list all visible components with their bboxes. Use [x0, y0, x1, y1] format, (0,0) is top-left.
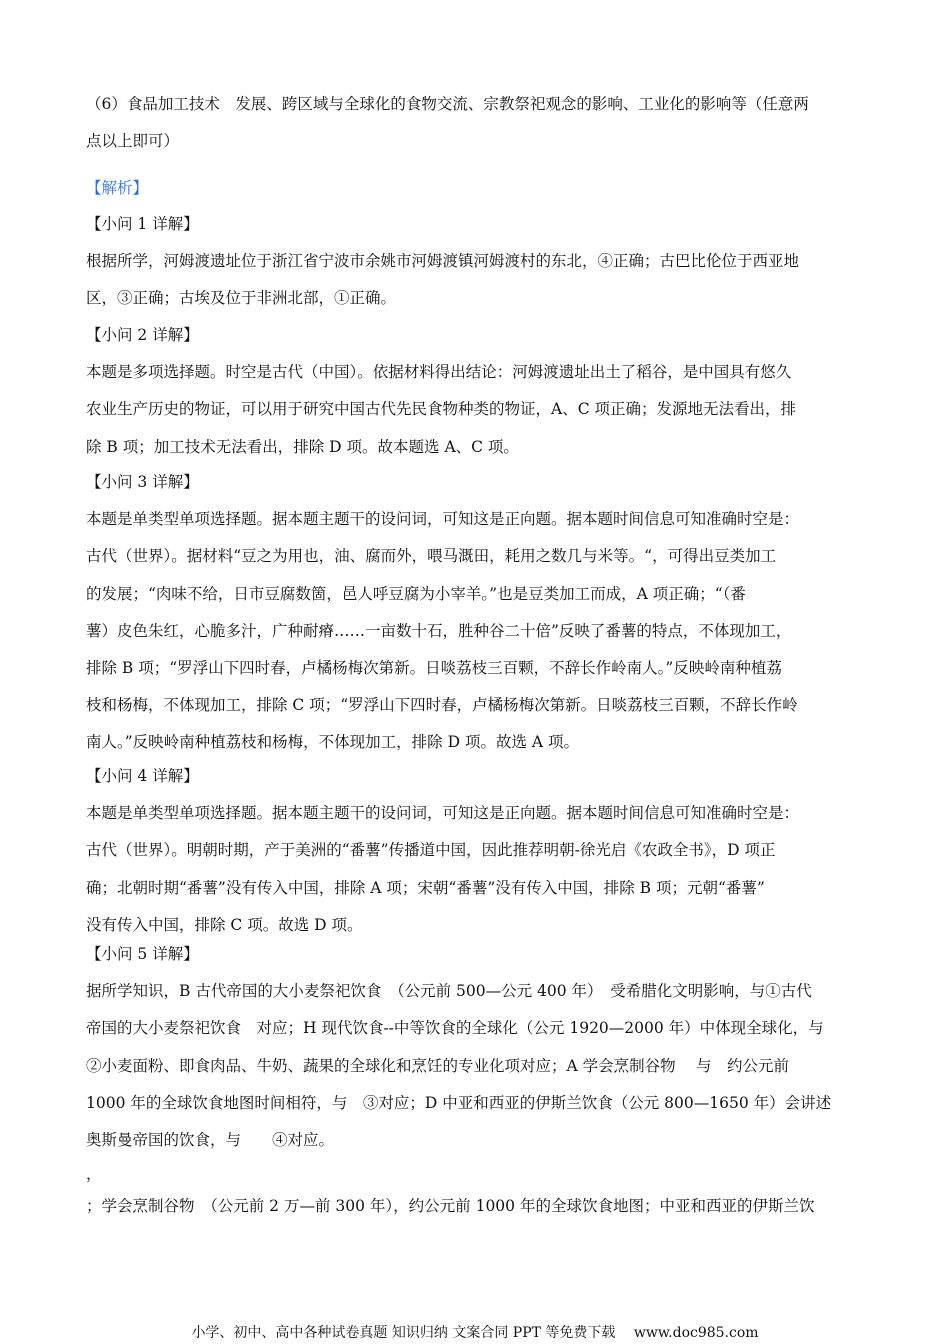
text-line: 薯）皮色朱红，心脆多汁，广种耐瘠……一亩数十石，胜种谷二十倍”反映了番薯的特点，不体现加工，: [86, 621, 792, 640]
page-footer: 小学、初中、高中各种试卷真题 知识归纳 文案合同 PPT 等免费下载 www.doc985.com: [191, 1325, 759, 1341]
text-line: 枝和杨梅，不体现加工，排除 C 项；“罗浮山下四时春，卢橘杨梅次第新。日啖荔枝三百颗，不辞长作岭: [86, 696, 798, 715]
section-q5: [86, 936, 866, 1159]
answer-6-paragraph: [86, 86, 866, 160]
section-heading: 【小问 4 详解】: [86, 767, 199, 785]
text-line: 据所学知识，B 古代帝国的大小麦祭祀饮食 （公元前 500—公元 400 年） 受希腊化文明影响，与①古代: [86, 982, 812, 1001]
text-line: ，: [86, 1165, 102, 1183]
section-heading: 【小问 1 详解】: [86, 215, 199, 233]
section-heading: 【小问 5 详解】: [86, 945, 199, 963]
text-line: ②小麦面粉、即食肉品、牛奶、蔬果的全球化和烹饪的专业化项对应；A 学会烹制谷物 与 约公元前: [86, 1056, 790, 1075]
text-line: 古代（世界）。明朝时期，产于美洲的“番薯”传播道中国，因此推荐明朝-徐光启《农政全书》，D 项正: [86, 841, 776, 860]
text-line: 帝国的大小麦祭祀饮食 对应；H 现代饮食--中等饮食的全球化（公元 1920—2000 年）中体现全球化，与: [86, 1019, 824, 1038]
text-line: 南人。”反映岭南种植荔枝和杨梅，不体现加工，排除 D 项。故选 A 项。: [86, 733, 580, 752]
section-heading: 【小问 3 详解】: [86, 473, 199, 491]
section-heading: 【小问 2 详解】: [86, 326, 199, 344]
text-line: （6）食品加工技术 发展、跨区域与全球化的食物交流、宗教祭祀观念的影响、工业化的影响等（任意两: [86, 95, 809, 113]
text-line: 没有传入中国，排除 C 项。故选 D 项。: [86, 915, 363, 934]
analysis-heading: [86, 170, 866, 207]
text-line: 本题是多项选择题。时空是古代（中国）。依据材料得出结论：河姆渡遗址出土了稻谷，是中国具有悠久: [86, 363, 792, 382]
text-line: 的发展；“肉味不给，日市豆腐数箇，邑人呼豆腐为小宰羊。”也是豆类加工而成，A 项正确；“（番: [86, 584, 746, 603]
section-q4: [86, 758, 866, 944]
section-q1: [86, 206, 866, 318]
section-q3: [86, 464, 866, 762]
analysis-label: 【解析】: [86, 179, 149, 197]
text-line: 本题是单类型单项选择题。据本题主题干的设问词，可知这是正向题。据本题时间信息可知准确时空是：: [86, 804, 800, 823]
text-line: 点以上即可）: [86, 132, 180, 151]
text-line: 1000 年的全球饮食地图时间相符，与 ③对应；D 中亚和西亚的伊斯兰饮食（公元 800—1650 年）会讲述: [86, 1093, 832, 1112]
text-line: 区，③正确；古埃及位于非洲北部，①正确。: [86, 289, 397, 308]
text-line: 排除 B 项；“罗浮山下四时春，卢橘杨梅次第新。日啖荔枝三百颗，不辞长作岭南人。”反映岭南种植荔: [86, 658, 782, 677]
trailing-paragraph: [86, 1188, 866, 1225]
text-line: 古代（世界）。据材料“豆之为用也，油、腐而外，喂马溉田，耗用之数几与米等。“，可得出豆类加工: [86, 547, 777, 566]
text-line: 奥斯曼帝国的饮食，与 ④对应。: [86, 1130, 335, 1149]
text-line: 本题是单类型单项选择题。据本题主题干的设问词，可知这是正向题。据本题时间信息可知准确时空是：: [86, 510, 800, 529]
text-line: 除 B 项；加工技术无法看出，排除 D 项。故本题选 A、C 项。: [86, 437, 519, 456]
text-line: 根据所学，河姆渡遗址位于浙江省宁波市余姚市河姆渡镇河姆渡村的东北，④正确；古巴比伦位于西亚地: [86, 252, 800, 271]
text-line: 确；北朝时期“番薯”没有传入中国，排除 A 项；宋朝“番薯”没有传入中国，排除 B 项；元朝“番薯”: [86, 878, 765, 897]
section-q2: [86, 317, 866, 466]
text-line: 农业生产历史的物证，可以用于研究中国古代先民食物种类的物证，A、C 项正确；发源地无法看出，排: [86, 400, 796, 419]
text-line: ；学会烹制谷物 （公元前 2 万—前 300 年），约公元前 1000 年的全球饮食地图；中亚和西亚的伊斯兰饮: [86, 1197, 815, 1215]
